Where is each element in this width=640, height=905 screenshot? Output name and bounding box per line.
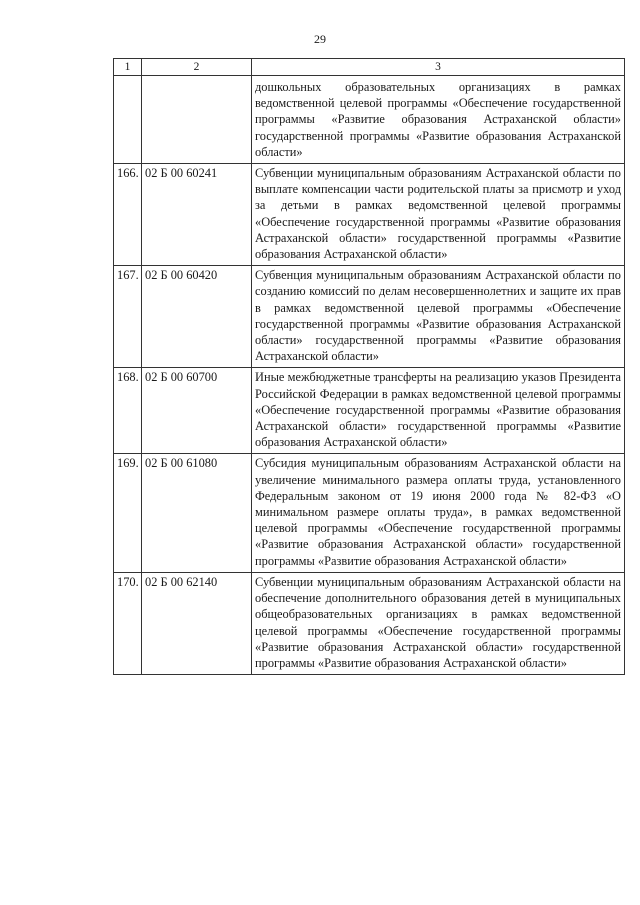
row-description: Субсидия муниципальным образованиям Астраханской области на увеличение минимального размера оплаты труда, установленного Федеральным законом от 19 июня 2000 года № 82-ФЗ «О минимальном размере оплаты труда», в рамках ведомственной целевой программы «Обеспечение государственной программы «Развитие образования Астраханской области» государственной программы «Развитие образования Астраханской области» — [252, 454, 625, 572]
budget-code: 02 Б 00 61080 — [142, 454, 252, 572]
budget-code: 02 Б 00 60700 — [142, 368, 252, 454]
budget-code: 02 Б 00 60241 — [142, 164, 252, 266]
table-row — [114, 368, 625, 454]
table-row — [114, 164, 625, 266]
row-description: дошкольных образовательных организациях в рамках ведомственной целевой программы «Обеспечение государственной программы «Развитие образования Астраханской области» государственной программы «Развитие образования Астраханской области» — [252, 76, 625, 164]
row-description: Субвенции муниципальным образованиям Астраханской области по выплате компенсации части родительской платы за присмотр и уход за детьми в рамках ведомственной целевой программы «Обеспечение государственной программы «Развитие образования Астраханской области» государственной программы «Развитие образования Астраханской области» — [252, 164, 625, 266]
table-row — [114, 454, 625, 572]
row-number: 170. — [114, 572, 142, 674]
budget-code — [142, 76, 252, 164]
row-number — [114, 76, 142, 164]
page-number: 29 — [314, 32, 326, 46]
table-header-row — [114, 59, 625, 76]
budget-code: 02 Б 00 62140 — [142, 572, 252, 674]
column-header-3: 3 — [252, 59, 625, 76]
row-description: Субвенции муниципальным образованиям Астраханской области на обеспечение дополнительного образования детей в муниципальных общеобразовательных организациях в рамках ведомственной целевой программы «Обеспечение государственной программы «Развитие образования Астраханской области» государственной программы «Развитие образования Астраханской области» — [252, 572, 625, 674]
row-number: 167. — [114, 266, 142, 368]
row-description: Субвенция муниципальным образованиям Астраханской области по созданию комиссий по делам несовершеннолетних и защите их прав в рамках ведомственной целевой программы «Обеспечение государственной программы «Развитие образования Астраханской области» государственной программы «Развитие образования Астраханской области» — [252, 266, 625, 368]
column-header-2: 2 — [142, 59, 252, 76]
table-row — [114, 266, 625, 368]
table-row — [114, 572, 625, 674]
table-row — [114, 76, 625, 164]
row-number: 168. — [114, 368, 142, 454]
row-description: Иные межбюджетные трансферты на реализацию указов Президента Российской Федерации в рамках ведомственной целевой программы «Обеспечение государственной программы «Развитие образования Астраханской области» государственной программы «Развитие образования Астраханской области» — [252, 368, 625, 454]
budget-code: 02 Б 00 60420 — [142, 266, 252, 368]
row-number: 169. — [114, 454, 142, 572]
budget-code-table — [113, 58, 625, 675]
row-number: 166. — [114, 164, 142, 266]
column-header-1: 1 — [114, 59, 142, 76]
